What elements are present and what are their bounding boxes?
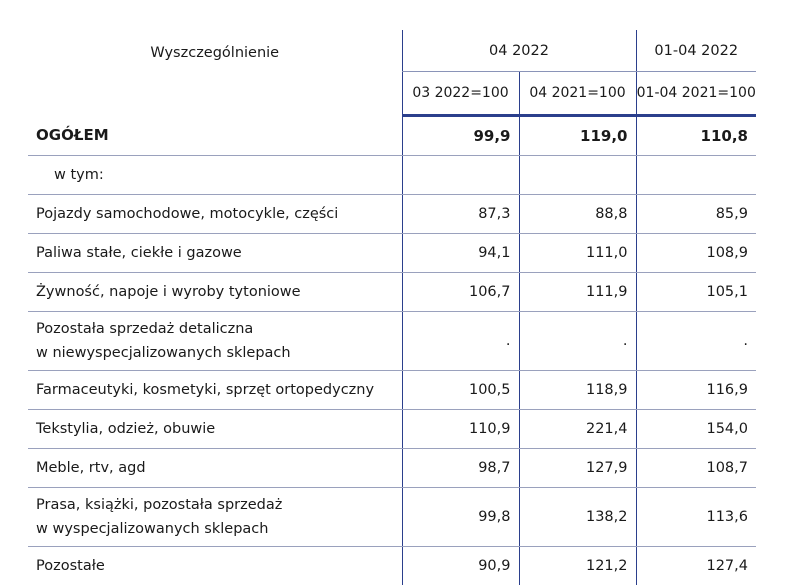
row-label: Żywność, napoje i wyroby tytoniowe (28, 272, 402, 311)
row-label-line1: Pozostała sprzedaż detaliczna (36, 320, 254, 337)
row-label: OGÓŁEM (28, 115, 402, 155)
row-label-line1: Prasa, książki, pozostała sprzedaż (36, 496, 283, 513)
row-label: Pozostałe (36, 557, 105, 574)
row-label: Pojazdy samochodowe, motocykle, części (28, 194, 402, 233)
row-label: Paliwa stałe, ciekłe i gazowe (28, 233, 402, 272)
cell-value: 87,3 (402, 194, 519, 233)
cell-value: 113,6 (636, 487, 756, 546)
table-row (28, 370, 756, 409)
cell-value: 138,2 (519, 487, 636, 546)
table-row (28, 233, 756, 272)
table-row (28, 409, 756, 448)
cell-value: 118,9 (519, 370, 636, 409)
group-header-04-2022: 04 2022 (402, 30, 636, 72)
cell-value: 100,5 (402, 370, 519, 409)
table-row (28, 546, 756, 585)
cell-value: 111,9 (519, 272, 636, 311)
row-label: Farmaceutyki, kosmetyki, sprzęt ortopedyczny (28, 370, 402, 409)
cell-value: 106,7 (402, 272, 519, 311)
table-row (28, 487, 756, 546)
col-header-1: 03 2022=100 (402, 72, 519, 115)
retail-sales-table (28, 30, 756, 585)
cell-value: 88,8 (519, 194, 636, 233)
cell-value: 90,9 (402, 546, 519, 585)
row-label (28, 487, 402, 546)
cell-value: 119,0 (519, 115, 636, 155)
row-label-line2: w niewyspecjalizowanych sklepach (36, 344, 291, 361)
cell-value: . (636, 311, 756, 370)
cell-value: 99,9 (402, 115, 519, 155)
row-label (28, 311, 402, 370)
table-row (28, 448, 756, 487)
cell-value: 110,9 (402, 409, 519, 448)
cell-value: 108,9 (636, 233, 756, 272)
cell-value: 94,1 (402, 233, 519, 272)
cell-value: 116,9 (636, 370, 756, 409)
table-row-subheader (28, 155, 756, 194)
row-label: w tym: (28, 155, 402, 194)
cell-value: 121,2 (519, 546, 636, 585)
col-header-2: 04 2021=100 (519, 72, 636, 115)
cell-value: 99,8 (402, 487, 519, 546)
cell-value: 85,9 (636, 194, 756, 233)
group-header-01-04-2022: 01-04 2022 (636, 30, 756, 72)
col-header-3: 01-04 2021=100 (636, 72, 756, 115)
cell-value: 105,1 (636, 272, 756, 311)
cell-value: 127,9 (519, 448, 636, 487)
row-label: Tekstylia, odzież, obuwie (28, 409, 402, 448)
description-header: Wyszczególnienie (150, 45, 280, 61)
cell-value: 127,4 (636, 546, 756, 585)
cell-value: . (402, 311, 519, 370)
cell-value: 111,0 (519, 233, 636, 272)
cell-value: 98,7 (402, 448, 519, 487)
cell-value: 108,7 (636, 448, 756, 487)
cell-value: . (519, 311, 636, 370)
table-row (28, 272, 756, 311)
table-row (28, 194, 756, 233)
cell-value: 221,4 (519, 409, 636, 448)
cell-value: 154,0 (636, 409, 756, 448)
table-row (28, 311, 756, 370)
row-label: Meble, rtv, agd (28, 448, 402, 487)
table-row-total (28, 115, 756, 155)
cell-value: 110,8 (636, 115, 756, 155)
row-label-line2: w wyspecjalizowanych sklepach (36, 520, 269, 537)
